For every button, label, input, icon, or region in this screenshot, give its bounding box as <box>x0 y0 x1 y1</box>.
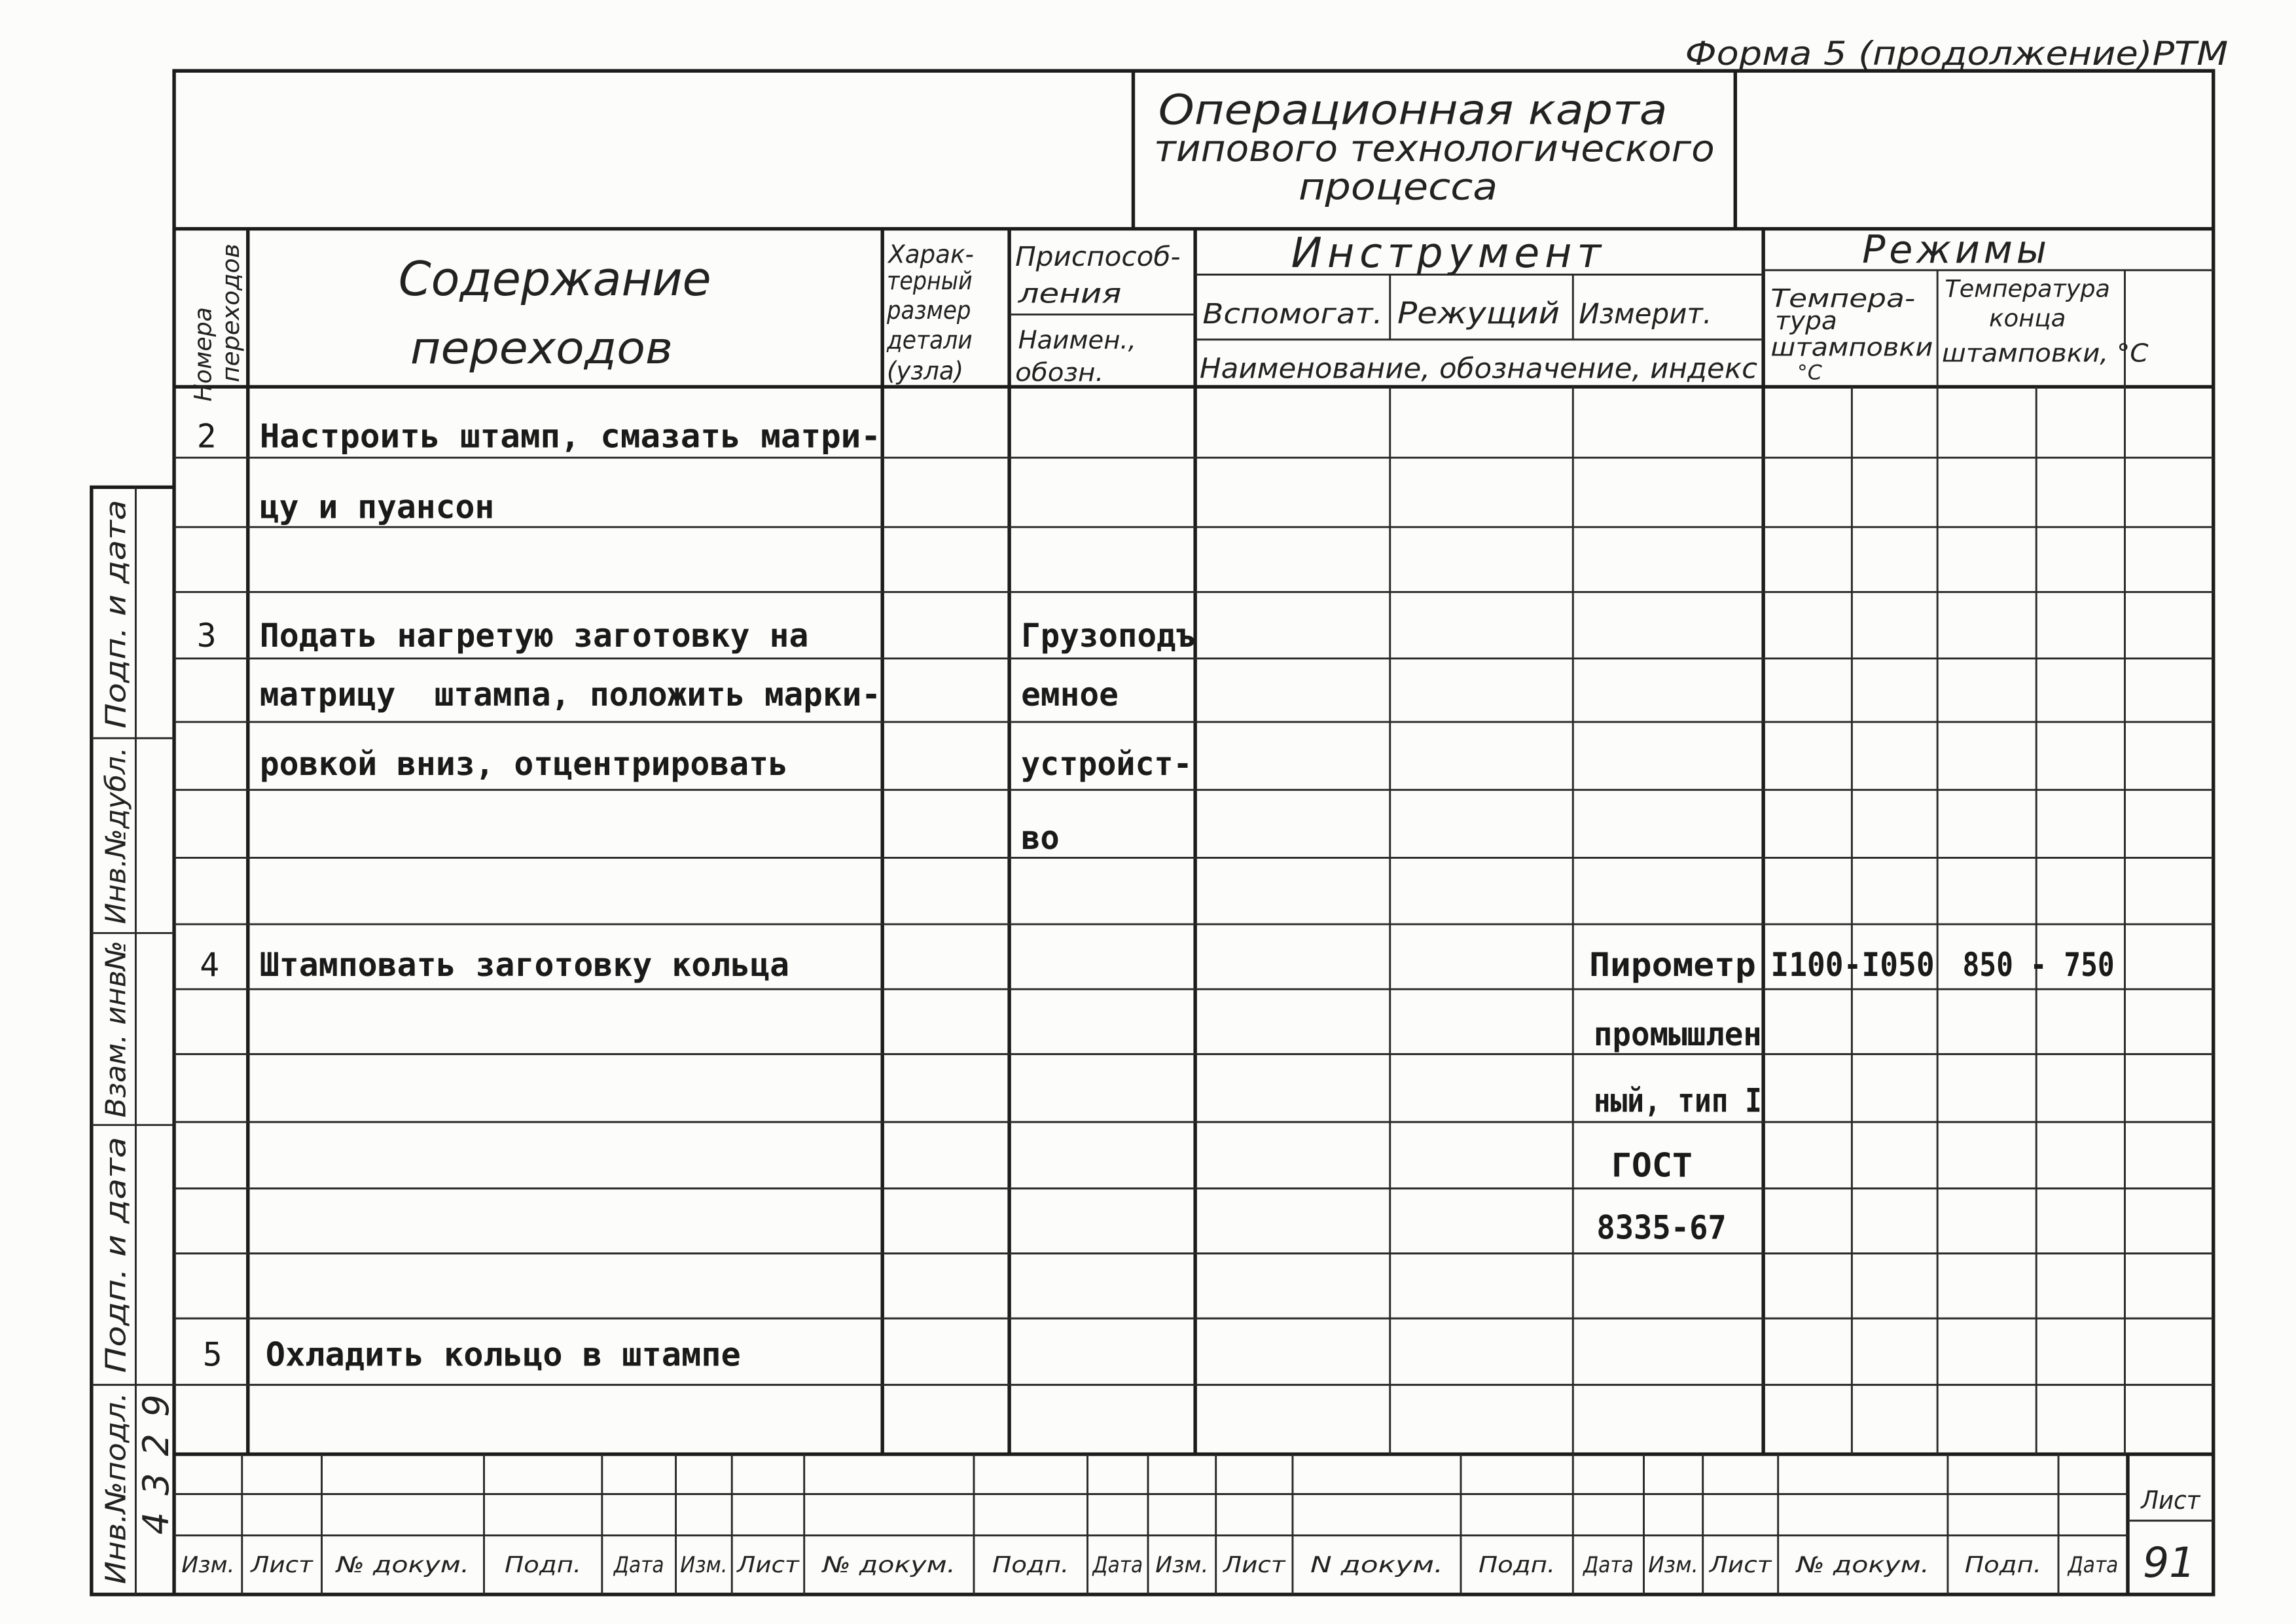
step-fixture-line: устройст- <box>1021 745 1193 784</box>
header-step-content: переходов <box>410 321 673 374</box>
margin-sign-date-bottom: Подп. и дата <box>99 1182 133 1373</box>
step-content-line: матрицу штампа, положить марки- <box>259 676 881 714</box>
step-content-line: Охладить кольцо в штампе <box>265 1335 741 1374</box>
stamp-label: № докум. <box>821 1552 956 1578</box>
card-title <box>1154 85 1715 208</box>
stamp-label: Изм. <box>181 1552 235 1578</box>
stamp-label: Изм. <box>1155 1552 1209 1578</box>
stamp-label: Лист <box>1708 1552 1772 1578</box>
card-title-line: процесса <box>1298 166 1498 209</box>
step-content-line: цу и пуансон <box>259 488 495 526</box>
header-fixtures-name: Наимен., <box>1018 325 1136 355</box>
header-tool-measuring: Измерит. <box>1579 297 1712 331</box>
header-tool-cutting: Режущий <box>1397 295 1560 331</box>
stamp-label: Изм. <box>680 1552 728 1578</box>
header-characteristic-size: детали <box>886 325 973 355</box>
step-fixture-line: емное <box>1021 676 1119 714</box>
stamp-label: Лист <box>736 1552 800 1578</box>
step-content-line: ровкой вниз, отцентрировать <box>259 745 788 784</box>
step-3 <box>197 617 1195 857</box>
header-step-content: Содержание <box>398 252 711 308</box>
header-stamping-temperature: Темпера- <box>1770 284 1916 314</box>
header-end-stamping-temperature: штамповки, °С <box>1941 338 2149 369</box>
margin-duplicate-inv: Инв.№дубл. <box>99 750 133 924</box>
header-characteristic-size: Харак- <box>887 240 974 270</box>
stamp-label: № докум. <box>1795 1552 1929 1578</box>
form-label: Форма 5 (продолжение)РТМ <box>1685 35 2229 73</box>
header-step-numbers: переходов <box>217 249 245 383</box>
step-number: 5 <box>202 1335 223 1374</box>
header-characteristic-size: (узла) <box>886 356 964 386</box>
step-end-stamping-temperature: 850 - 750 <box>1962 945 2115 984</box>
header-fixtures: ления <box>1017 278 1122 310</box>
card-title-line: типового технологического <box>1154 127 1715 170</box>
step-number: 3 <box>196 616 217 655</box>
step-fixture-line: Грузоподъ <box>1021 616 1196 655</box>
card-title-line: Операционная карта <box>1158 85 1668 134</box>
header-tool: Инструмент <box>1291 228 1602 278</box>
header-tool-auxiliary: Вспомогат. <box>1202 297 1383 331</box>
step-number: 2 <box>196 417 217 456</box>
left-margin-strip <box>100 499 177 1584</box>
step-stamping-temperature: I100-I050 <box>1770 945 1935 984</box>
sheet-label: Лист <box>2140 1486 2202 1516</box>
sheet-number: 91 <box>2142 1538 2196 1587</box>
header-stamping-temperature: тура <box>1775 306 1837 336</box>
step-4 <box>200 946 2114 1246</box>
stamp-label: Подп. <box>1479 1552 1556 1578</box>
header-characteristic-size: размер <box>886 296 971 326</box>
step-content-line: Штамповать заготовку кольца <box>259 945 790 984</box>
step-measuring-tool-line: ный, тип I <box>1593 1081 1762 1120</box>
header-characteristic-size: терный <box>886 266 973 297</box>
margin-replaced-inv: Взам. инв№ <box>99 945 133 1118</box>
margin-original-inv-value: 4329 <box>135 1394 177 1535</box>
stamp-label: Подп. <box>505 1552 582 1578</box>
header-fixtures: Приспособ- <box>1015 240 1181 272</box>
header-modes: Режимы <box>1862 227 2047 272</box>
stamp-label: Дата <box>1091 1552 1143 1578</box>
margin-sign-date-top: Подп. и дата <box>99 537 133 729</box>
step-measuring-tool-line: Пирометр <box>1589 945 1756 984</box>
stamp-label: Лист <box>1222 1552 1287 1578</box>
margin-original-inv: Инв.№подл. <box>99 1408 133 1585</box>
header-step-numbers: Номера <box>189 307 217 402</box>
stamp-label: Изм. <box>1648 1552 1698 1578</box>
step-content-line: Настроить штамп, смазать матри- <box>259 417 881 456</box>
step-fixture-line: во <box>1021 818 1060 857</box>
stamp-label: Подп. <box>992 1552 1069 1578</box>
header-tool-name: Наименование, обозначение, индекс <box>1199 352 1758 386</box>
header-end-stamping-temperature: конца <box>1989 304 2066 333</box>
stamp-label: Дата <box>613 1552 664 1578</box>
step-measuring-tool-line: 8335-67 <box>1596 1208 1727 1247</box>
step-measuring-tool-line: ГОСТ <box>1611 1146 1693 1185</box>
stamp-label: Дата <box>2066 1552 2119 1578</box>
stamp-label: Дата <box>1582 1552 1634 1578</box>
stamp-label: № докум. <box>334 1552 469 1578</box>
header-fixtures-name: обозн. <box>1015 357 1104 388</box>
step-number: 4 <box>200 945 220 984</box>
stamp-label: Подп. <box>1964 1552 2042 1578</box>
header-end-stamping-temperature: Температура <box>1945 275 2110 303</box>
step-2 <box>197 417 881 526</box>
stamp-label: N докум. <box>1310 1552 1443 1578</box>
table-grid-lines <box>92 270 2214 1595</box>
step-measuring-tool-line: промышлен <box>1593 1015 1762 1053</box>
step-5 <box>203 1335 741 1373</box>
header-stamping-temperature: штамповки <box>1770 333 1933 363</box>
stamp-label: Лист <box>250 1552 314 1578</box>
header-stamping-temperature: °С <box>1797 361 1822 385</box>
step-content-line: Подать нагретую заготовку на <box>259 616 809 655</box>
